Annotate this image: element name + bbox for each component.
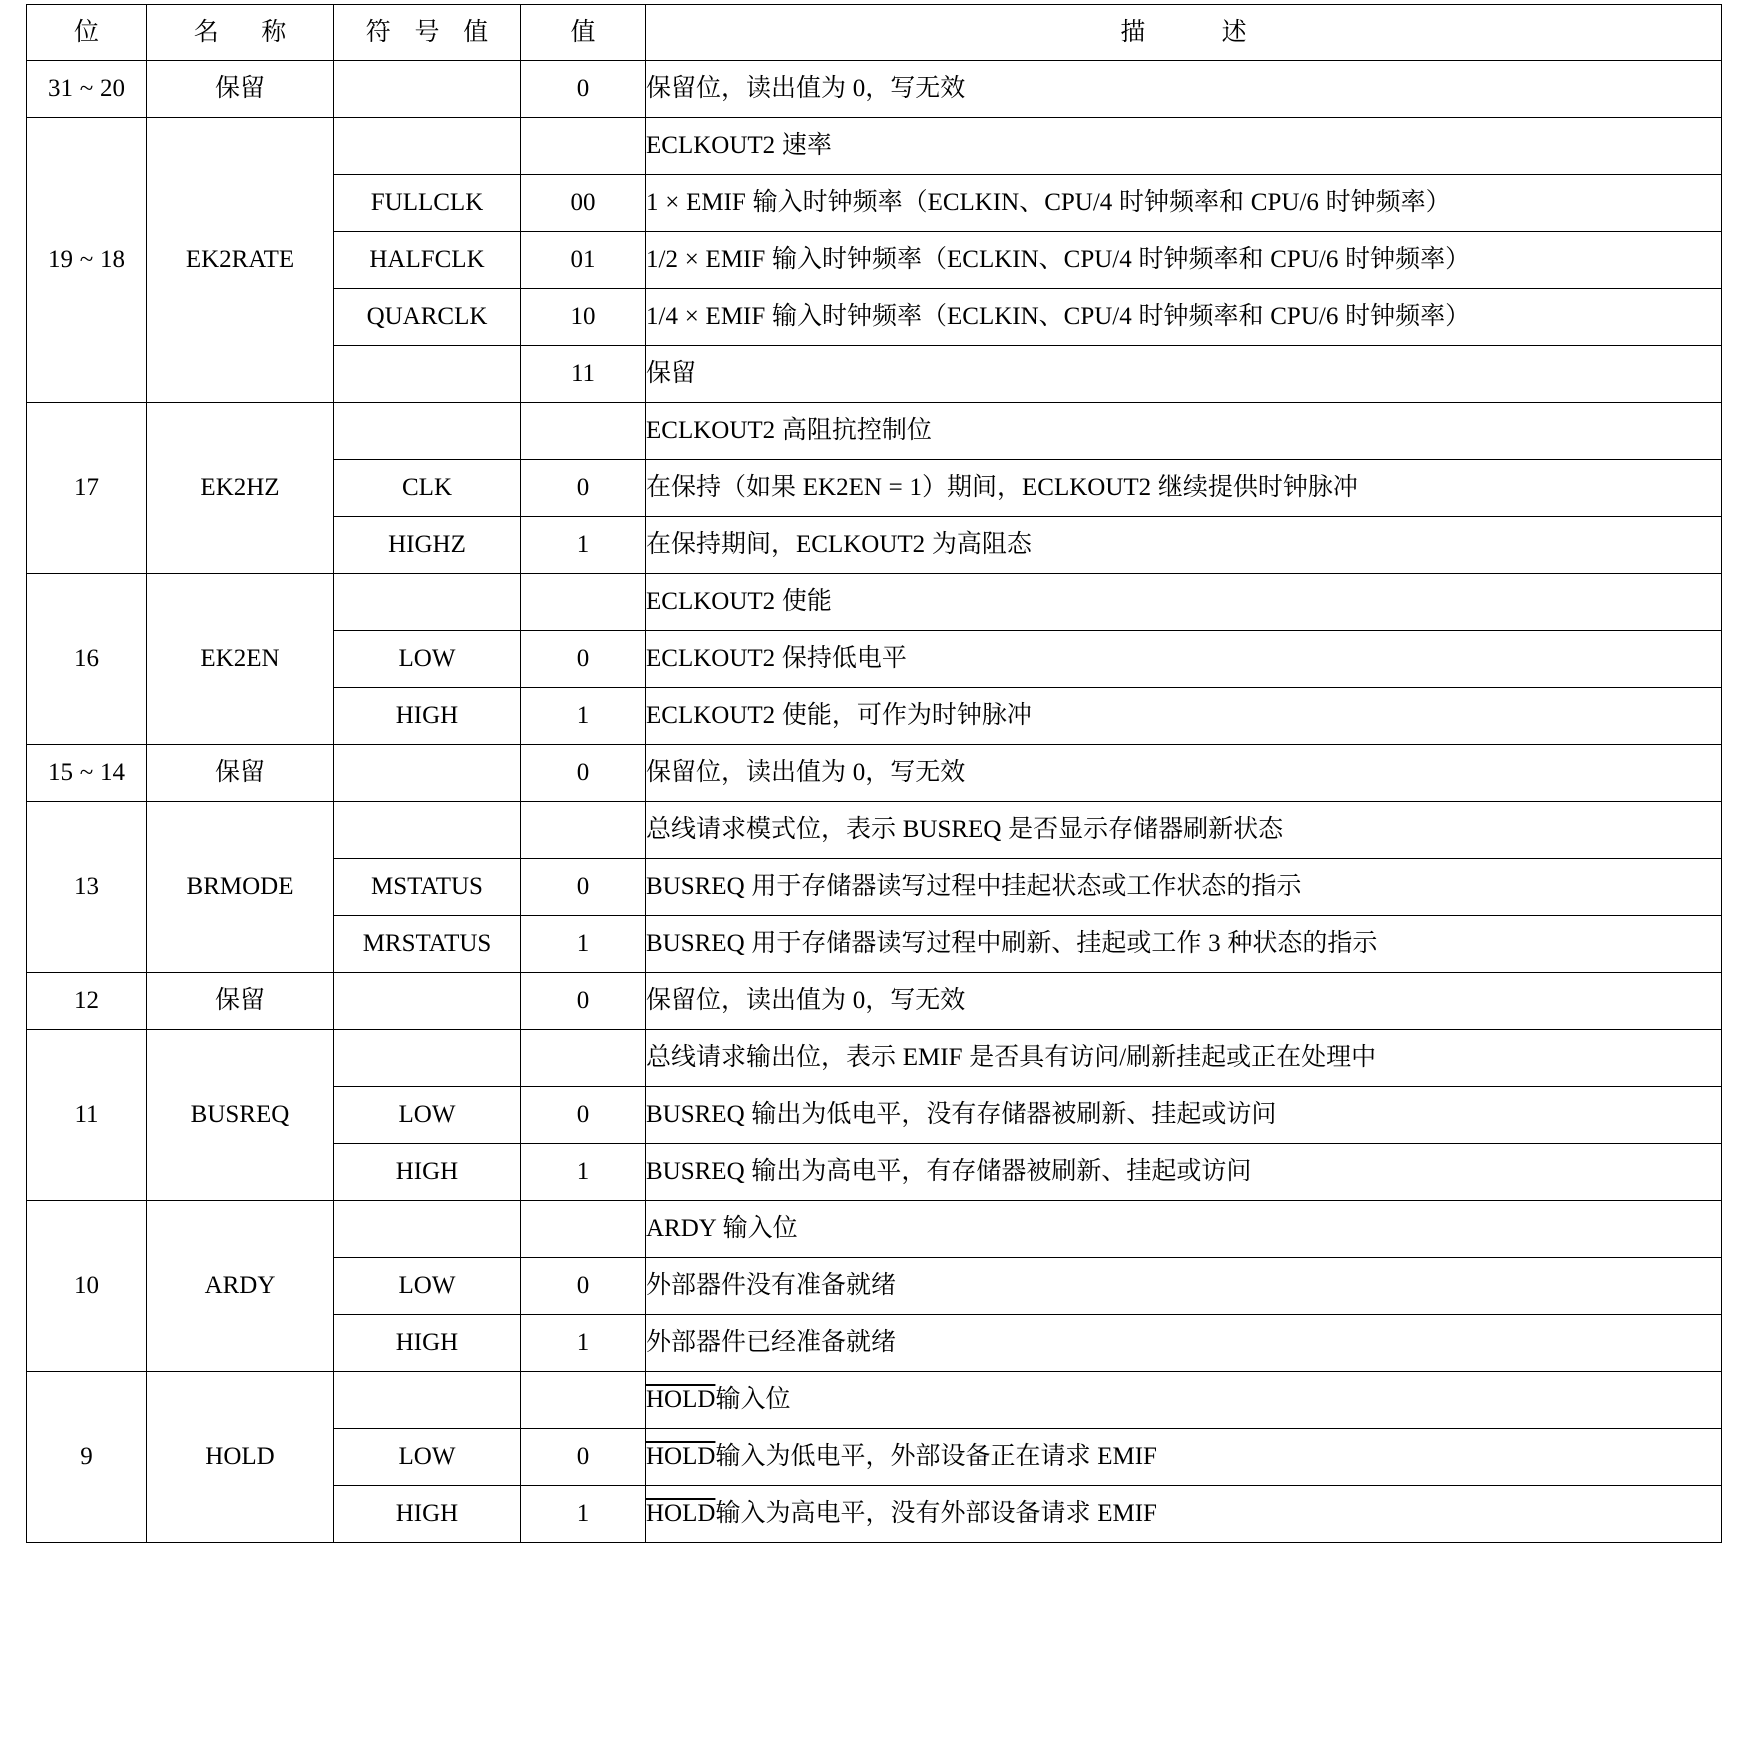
symbol-value-cell: HIGH <box>334 688 521 745</box>
value-cell: 0 <box>521 631 646 688</box>
symbol-value-cell <box>334 745 521 802</box>
description-cell: ECLKOUT2 高阻抗控制位 <box>646 403 1722 460</box>
description-cell: 外部器件已经准备就绪 <box>646 1315 1722 1372</box>
symbol-value-cell: LOW <box>334 1429 521 1486</box>
description-cell: ECLKOUT2 速率 <box>646 118 1722 175</box>
field-name-cell: 保留 <box>147 61 334 118</box>
value-cell: 0 <box>521 973 646 1030</box>
column-header-2: 符 号 值 <box>334 5 521 61</box>
value-cell <box>521 574 646 631</box>
symbol-value-cell <box>334 1201 521 1258</box>
field-name-cell: BRMODE <box>147 802 334 973</box>
value-cell <box>521 1201 646 1258</box>
symbol-value-cell: MSTATUS <box>334 859 521 916</box>
value-cell: 0 <box>521 61 646 118</box>
symbol-value-cell: LOW <box>334 1087 521 1144</box>
value-cell <box>521 1372 646 1429</box>
value-cell: 0 <box>521 460 646 517</box>
field-name-cell: 保留 <box>147 745 334 802</box>
description-text: 输入为低电平，外部设备正在请求 EMIF <box>715 1443 1157 1471</box>
value-cell <box>521 802 646 859</box>
value-cell: 0 <box>521 1429 646 1486</box>
overlined-signal-name: HOLD <box>646 1500 716 1528</box>
column-header-0: 位 <box>27 5 147 61</box>
symbol-value-cell <box>334 118 521 175</box>
value-cell: 1 <box>521 1315 646 1372</box>
field-name-cell: EK2RATE <box>147 118 334 403</box>
symbol-value-cell: LOW <box>334 631 521 688</box>
bit-range-cell: 13 <box>27 802 147 973</box>
symbol-value-cell: LOW <box>334 1258 521 1315</box>
table-row <box>27 802 1722 859</box>
bit-range-cell: 11 <box>27 1030 147 1201</box>
bit-range-cell: 16 <box>27 574 147 745</box>
symbol-value-cell <box>334 346 521 403</box>
field-name-cell: BUSREQ <box>147 1030 334 1201</box>
table-row <box>27 1030 1722 1087</box>
value-cell: 10 <box>521 289 646 346</box>
symbol-value-cell: FULLCLK <box>334 175 521 232</box>
column-header-4: 描 述 <box>646 5 1722 61</box>
description-cell: ECLKOUT2 使能，可作为时钟脉冲 <box>646 688 1722 745</box>
value-cell: 1 <box>521 1486 646 1543</box>
bit-range-cell: 12 <box>27 973 147 1030</box>
table-header-row <box>27 5 1722 61</box>
value-cell: 1 <box>521 1144 646 1201</box>
table-row <box>27 973 1722 1030</box>
value-cell: 01 <box>521 232 646 289</box>
symbol-value-cell <box>334 973 521 1030</box>
overlined-signal-name: HOLD <box>646 1386 716 1414</box>
field-name-cell: HOLD <box>147 1372 334 1543</box>
description-cell <box>646 1486 1722 1543</box>
description-cell <box>646 1372 1722 1429</box>
value-cell <box>521 403 646 460</box>
value-cell: 0 <box>521 1087 646 1144</box>
symbol-value-cell: MRSTATUS <box>334 916 521 973</box>
description-cell <box>646 1429 1722 1486</box>
symbol-value-cell: HIGHZ <box>334 517 521 574</box>
description-cell: 总线请求模式位，表示 BUSREQ 是否显示存储器刷新状态 <box>646 802 1722 859</box>
symbol-value-cell: HIGH <box>334 1486 521 1543</box>
symbol-value-cell <box>334 61 521 118</box>
description-cell: 总线请求输出位，表示 EMIF 是否具有访问/刷新挂起或正在处理中 <box>646 1030 1722 1087</box>
value-cell: 0 <box>521 745 646 802</box>
bit-range-cell: 10 <box>27 1201 147 1372</box>
description-text: 输入为高电平，没有外部设备请求 EMIF <box>715 1500 1157 1528</box>
bit-range-cell: 17 <box>27 403 147 574</box>
description-cell: 1 × EMIF 输入时钟频率（ECLKIN、CPU/4 时钟频率和 CPU/6 时钟频率） <box>646 175 1722 232</box>
bit-range-cell: 31 ~ 20 <box>27 61 147 118</box>
column-header-1: 名 称 <box>147 5 334 61</box>
description-cell: 保留位，读出值为 0，写无效 <box>646 61 1722 118</box>
bit-range-cell: 9 <box>27 1372 147 1543</box>
description-text: 输入位 <box>715 1386 791 1414</box>
field-name-cell: ARDY <box>147 1201 334 1372</box>
description-cell: BUSREQ 输出为高电平，有存储器被刷新、挂起或访问 <box>646 1144 1722 1201</box>
value-cell: 11 <box>521 346 646 403</box>
value-cell: 0 <box>521 859 646 916</box>
description-cell: 保留位，读出值为 0，写无效 <box>646 973 1722 1030</box>
table-row <box>27 745 1722 802</box>
register-bitfield-table <box>26 4 1722 1543</box>
value-cell <box>521 118 646 175</box>
description-cell: 保留 <box>646 346 1722 403</box>
symbol-value-cell: HALFCLK <box>334 232 521 289</box>
table-row <box>27 1372 1722 1429</box>
description-cell: ECLKOUT2 使能 <box>646 574 1722 631</box>
description-cell: 在保持期间，ECLKOUT2 为高阻态 <box>646 517 1722 574</box>
description-cell: 外部器件没有准备就绪 <box>646 1258 1722 1315</box>
value-cell: 1 <box>521 517 646 574</box>
field-name-cell: EK2HZ <box>147 403 334 574</box>
table-row <box>27 61 1722 118</box>
table-row <box>27 118 1722 175</box>
description-cell: 1/2 × EMIF 输入时钟频率（ECLKIN、CPU/4 时钟频率和 CPU/6 时钟频率） <box>646 232 1722 289</box>
bit-range-cell: 19 ~ 18 <box>27 118 147 403</box>
description-cell: 1/4 × EMIF 输入时钟频率（ECLKIN、CPU/4 时钟频率和 CPU/6 时钟频率） <box>646 289 1722 346</box>
column-header-3: 值 <box>521 5 646 61</box>
symbol-value-cell <box>334 574 521 631</box>
value-cell: 1 <box>521 688 646 745</box>
table-row <box>27 1201 1722 1258</box>
description-cell: BUSREQ 输出为低电平，没有存储器被刷新、挂起或访问 <box>646 1087 1722 1144</box>
overlined-signal-name: HOLD <box>646 1443 716 1471</box>
value-cell <box>521 1030 646 1087</box>
symbol-value-cell <box>334 802 521 859</box>
description-cell: 保留位，读出值为 0，写无效 <box>646 745 1722 802</box>
symbol-value-cell: HIGH <box>334 1315 521 1372</box>
description-cell: ECLKOUT2 保持低电平 <box>646 631 1722 688</box>
table-row <box>27 403 1722 460</box>
description-cell: BUSREQ 用于存储器读写过程中刷新、挂起或工作 3 种状态的指示 <box>646 916 1722 973</box>
value-cell: 0 <box>521 1258 646 1315</box>
symbol-value-cell: HIGH <box>334 1144 521 1201</box>
field-name-cell: EK2EN <box>147 574 334 745</box>
symbol-value-cell: CLK <box>334 460 521 517</box>
value-cell: 1 <box>521 916 646 973</box>
symbol-value-cell <box>334 403 521 460</box>
description-cell: 在保持（如果 EK2EN = 1）期间，ECLKOUT2 继续提供时钟脉冲 <box>646 460 1722 517</box>
field-name-cell: 保留 <box>147 973 334 1030</box>
bit-range-cell: 15 ~ 14 <box>27 745 147 802</box>
description-cell: BUSREQ 用于存储器读写过程中挂起状态或工作状态的指示 <box>646 859 1722 916</box>
value-cell: 00 <box>521 175 646 232</box>
symbol-value-cell <box>334 1030 521 1087</box>
description-cell: ARDY 输入位 <box>646 1201 1722 1258</box>
symbol-value-cell: QUARCLK <box>334 289 521 346</box>
table-row <box>27 574 1722 631</box>
symbol-value-cell <box>334 1372 521 1429</box>
